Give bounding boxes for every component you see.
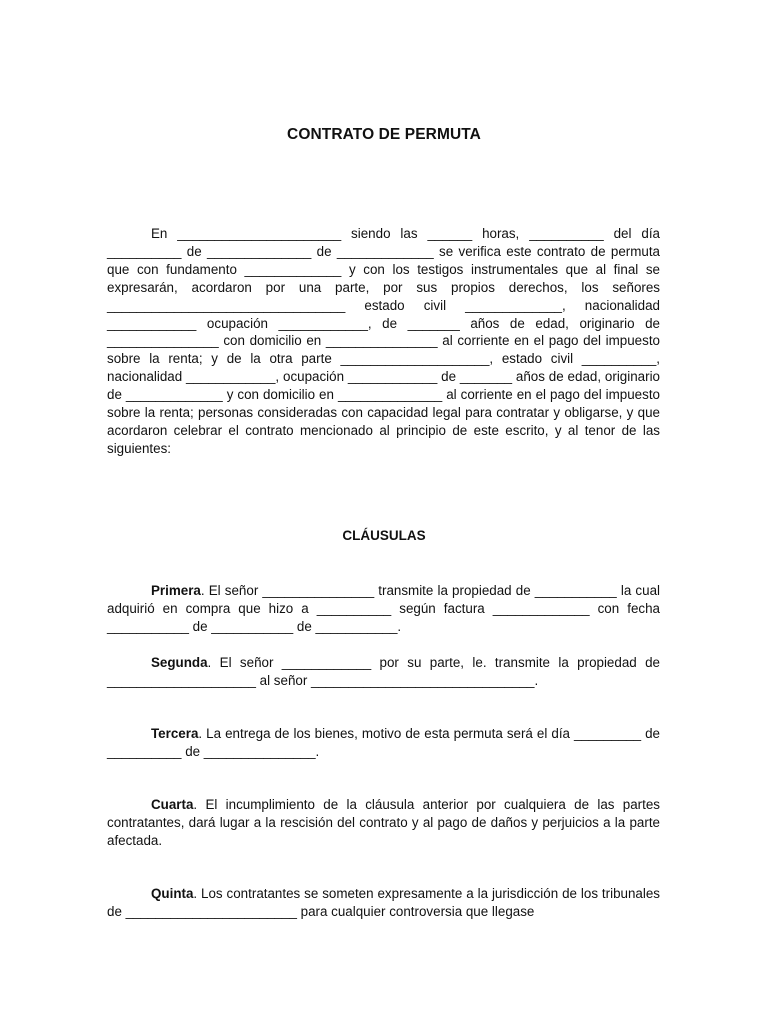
intro-paragraph: En ______________________ siendo las ______ horas, __________ del día __________ de ______________ de _____________ se verifica este contrato de permuta que con fundamento _____________ y con los testigos instrumentales que al final se expresarán, acordaron por una parte, por sus propios derechos, los señores ________________________________ estado civil _____________, nacionalidad ____________ ocupación ____________, de _______ años de edad, originario de _______________ con domicilio en _______________ al corriente en el pago del impuesto sobre la renta; y de la otra parte ____________________, estado civil __________, nacionalidad ____________, ocupación ____________ de _______ años de edad, originario de _____________ y con domicilio en ______________ al corriente en el pago del impuesto sobre la renta; personas consideradas con capacidad legal para contratar y obligarse, y que acordaron celebrar el contrato mencionado al principio de este escrito, y al tenor de las siguientes: — [107, 226, 660, 456]
clause-segunda — [107, 654, 660, 690]
document-title: CONTRATO DE PERMUTA — [287, 126, 481, 143]
clause-text: . Los contratantes se someten expresamente a la jurisdicción de los tribunales de _______________________ para cualquier controversia que llegase — [107, 886, 660, 919]
clause-quinta — [107, 885, 660, 921]
clauses-heading: CLÁUSULAS — [342, 528, 426, 543]
clause-label: Segunda — [151, 655, 208, 670]
clause-text: . El incumplimiento de la cláusula anterior por cualquiera de las partes contratantes, dará lugar a la rescisión del contrato y al pago de daños y perjuicios a la parte afectada. — [107, 797, 660, 848]
clause-label: Cuarta — [151, 797, 194, 812]
clause-text: . La entrega de los bienes, motivo de esta permuta será el día _________ de __________ de _______________. — [107, 726, 660, 759]
clause-primera — [107, 582, 660, 636]
clause-tercera — [107, 725, 660, 761]
clause-text: . El señor ____________ por su parte, le. transmite la propiedad de ____________________ al señor ______________________________. — [107, 655, 660, 688]
clause-text: . El señor _______________ transmite la propiedad de ___________ la cual adquirió en compra que hizo a __________ según factura _____________ con fecha ___________ de ___________ de ___________. — [107, 583, 660, 634]
clause-cuarta — [107, 796, 660, 850]
clause-label: Primera — [151, 583, 201, 598]
clause-label: Quinta — [151, 886, 194, 901]
clause-label: Tercera — [151, 726, 199, 741]
